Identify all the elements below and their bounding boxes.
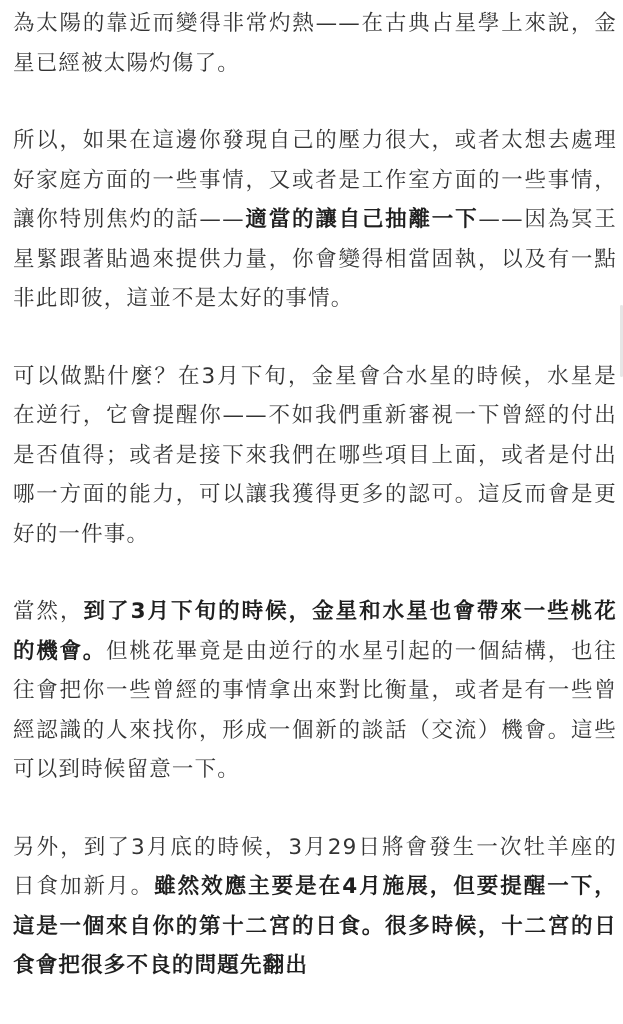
paragraph-text: 所以，如果在這邊你發現自己的壓力很大，或者太想去處理好家庭方面的一些事情，又或者是工作室方面的一些事情，讓你特別焦灼的話—— <box>13 128 617 232</box>
paragraph-5 <box>13 828 617 986</box>
paragraph-text: ——因為冥王星緊跟著貼過來提供力量，你會變得相當固執，以及有一點非此即彼，這並不是太好的事情。 <box>13 207 617 311</box>
paragraph-4 <box>13 592 617 790</box>
paragraph-text: 當然， <box>13 599 84 624</box>
paragraph-2 <box>13 121 617 319</box>
paragraph-text: 另外，到了3月底的時候，3月29日將會發生一次牡羊座的日食加新月。 <box>13 834 617 899</box>
emphasis-text: 雖然效應主要是在4月施展，但要提醒一下，這是一個來自你的第十二宮的日食。很多時候，十二宮的日食會把很多不良的問題先翻出 <box>13 874 618 978</box>
paragraph-text: 為太陽的靠近而變得非常灼熱——在古典占星學上來說，金星已經被太陽灼傷了。 <box>13 11 617 76</box>
paragraph-text: 可以做點什麼？在3月下旬，金星會合水星的時候，水星是在逆行，它會提醒你——不如我們重新審視一下曾經的付出是否值得；或者是接下來我們在哪些項目上面，或者是付出哪一方面的能力，可以讓我獲得更多的認可。這反而會是更好的一件事。 <box>13 363 617 547</box>
emphasis-text: 到了3月下旬的時候，金星和水星也會帶來一些桃花的機會。 <box>13 599 617 664</box>
emphasis-text: 適當的讓自己抽離一下 <box>244 207 479 232</box>
paragraph-3 <box>13 357 617 555</box>
paragraph-text: 但桃花畢竟是由逆行的水星引起的一個結構，也往往會把你一些曾經的事情拿出來對比衡量，或者是有一些曾經認識的人來找你，形成一個新的談話（交流）機會。這些可以到時候留意一下。 <box>13 638 617 782</box>
article-body <box>13 4 617 1024</box>
paragraph-1 <box>13 4 617 83</box>
